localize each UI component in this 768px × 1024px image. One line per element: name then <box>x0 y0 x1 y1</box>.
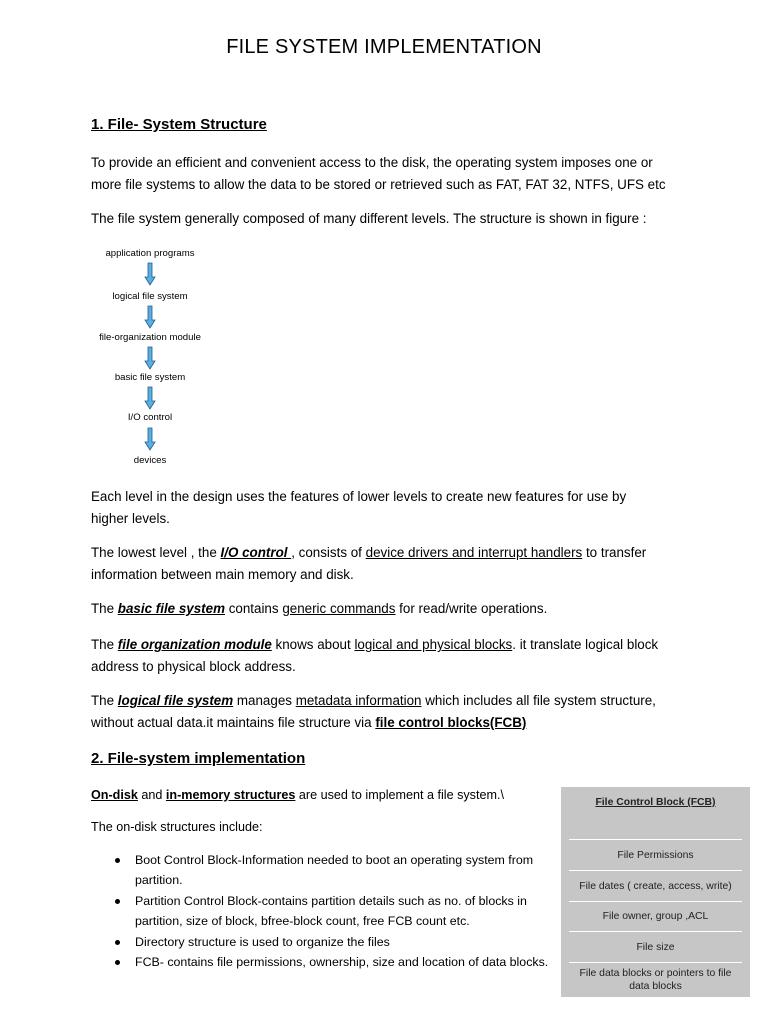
text: are used to implement a file system.\ <box>295 788 504 802</box>
term-basic-file-system: basic file system <box>117 601 225 616</box>
paragraph-on-disk-in-memory <box>91 785 551 807</box>
on-disk-structures-list <box>111 850 561 972</box>
bullet-icon <box>115 960 120 965</box>
layer-devices: devices <box>133 455 167 466</box>
paragraph-logical-file-system <box>91 690 681 733</box>
list-item <box>111 952 561 972</box>
paragraph-io-control <box>91 542 681 585</box>
term-logical-physical-blocks: logical and physical blocks <box>354 637 513 652</box>
list-item-line: Directory structure is used to organize the files <box>135 934 390 949</box>
down-arrow-icon <box>144 262 156 286</box>
paragraph-intro-line-1: To provide an efficient and convenient access to the disk, the operating system imposes one or <box>91 155 653 170</box>
text: The <box>91 601 118 616</box>
paragraph-intro <box>91 152 681 195</box>
text: contains <box>224 601 283 616</box>
paragraph-levels: The file system generally composed of many different levels. The structure is shown in figure : <box>91 211 647 226</box>
list-item-line: Partition Control Block-contains partition details such as no. of blocks in <box>135 893 527 908</box>
section-2-heading: 2. File-system implementation <box>91 750 306 767</box>
list-item <box>111 932 561 952</box>
term-generic-commands: generic commands <box>282 601 396 616</box>
layer-logical-file-system: logical file system <box>112 291 188 302</box>
down-arrow-icon <box>144 346 156 370</box>
fcb-row-size: File size <box>569 932 742 963</box>
text: for read/write operations. <box>395 601 548 616</box>
text: knows about <box>271 637 355 652</box>
paragraph-on-disk-structures: The on-disk structures include: <box>91 820 263 834</box>
text: without actual data.it maintains file structure via <box>91 714 376 730</box>
fcb-row-data-blocks: File data blocks or pointers to file data blocks <box>579 968 732 992</box>
section-1-heading: 1. File- System Structure <box>91 116 267 133</box>
text: The lowest level , the <box>91 545 221 560</box>
layer-io-control: I/O control <box>127 412 173 423</box>
list-item-line: partition, size of block, bfree-block count, free FCB count etc. <box>135 914 470 929</box>
term-logical-file-system: logical file system <box>117 693 234 708</box>
term-device-drivers: device drivers and interrupt handlers <box>365 545 583 560</box>
term-metadata-information: metadata information <box>295 693 422 708</box>
list-item <box>111 850 561 891</box>
page-title: FILE SYSTEM IMPLEMENTATION <box>226 36 542 58</box>
paragraph-each-level <box>91 486 681 529</box>
bullet-icon <box>115 899 120 904</box>
paragraph-io-control-line-2: information between main memory and disk. <box>91 566 354 582</box>
paragraph-intro-line-2: more file systems to allow the data to be stored or retrieved such as FAT, FAT 32, NTFS, UFS etc <box>91 176 666 192</box>
layer-basic-file-system: basic file system <box>114 372 186 383</box>
term-file-control-blocks: file control blocks(FCB) <box>375 714 527 730</box>
bullet-icon <box>115 940 120 945</box>
paragraph-file-organization-line-2: address to physical block address. <box>91 658 296 674</box>
down-arrow-icon <box>144 427 156 451</box>
term-io-control: I/O control <box>220 545 292 560</box>
fcb-row-permissions: File Permissions <box>569 840 742 871</box>
text: . it translate logical block <box>512 637 659 652</box>
layer-application-programs: application programs <box>105 248 195 259</box>
paragraph-each-level-line-1: Each level in the design uses the features of lower levels to create new features for use by <box>91 489 627 504</box>
bullet-icon <box>115 858 120 863</box>
down-arrow-icon <box>144 305 156 329</box>
text: The <box>91 637 118 652</box>
fcb-table-header: File Control Block (FCB) <box>569 792 742 840</box>
fcb-table <box>561 787 750 997</box>
text: , consists of <box>291 545 366 560</box>
down-arrow-icon <box>144 386 156 410</box>
text: which includes all file system structure, <box>421 693 656 708</box>
list-item-line: partition. <box>135 873 183 888</box>
term-in-memory-structures: in-memory structures <box>165 788 296 802</box>
text: manages <box>233 693 296 708</box>
term-file-organization-module: file organization module <box>117 637 272 652</box>
text: The <box>91 693 118 708</box>
term-on-disk: On-disk <box>91 788 138 802</box>
list-item <box>111 891 561 932</box>
text: and <box>137 788 166 802</box>
list-item-line: FCB- contains file permissions, ownership, size and location of data blocks. <box>135 955 549 970</box>
text: to transfer <box>582 545 647 560</box>
paragraph-each-level-line-2: higher levels. <box>91 510 170 526</box>
fcb-row-dates: File dates ( create, access, write) <box>569 871 742 902</box>
file-system-layers-diagram <box>92 244 212 474</box>
list-item-line: Boot Control Block-Information needed to boot an operating system from <box>135 853 534 867</box>
paragraph-file-organization-module <box>91 634 681 677</box>
layer-file-organization-module: file-organization module <box>99 332 201 343</box>
paragraph-basic-file-system <box>91 598 681 620</box>
fcb-row-owner: File owner, group ,ACL <box>569 902 742 932</box>
